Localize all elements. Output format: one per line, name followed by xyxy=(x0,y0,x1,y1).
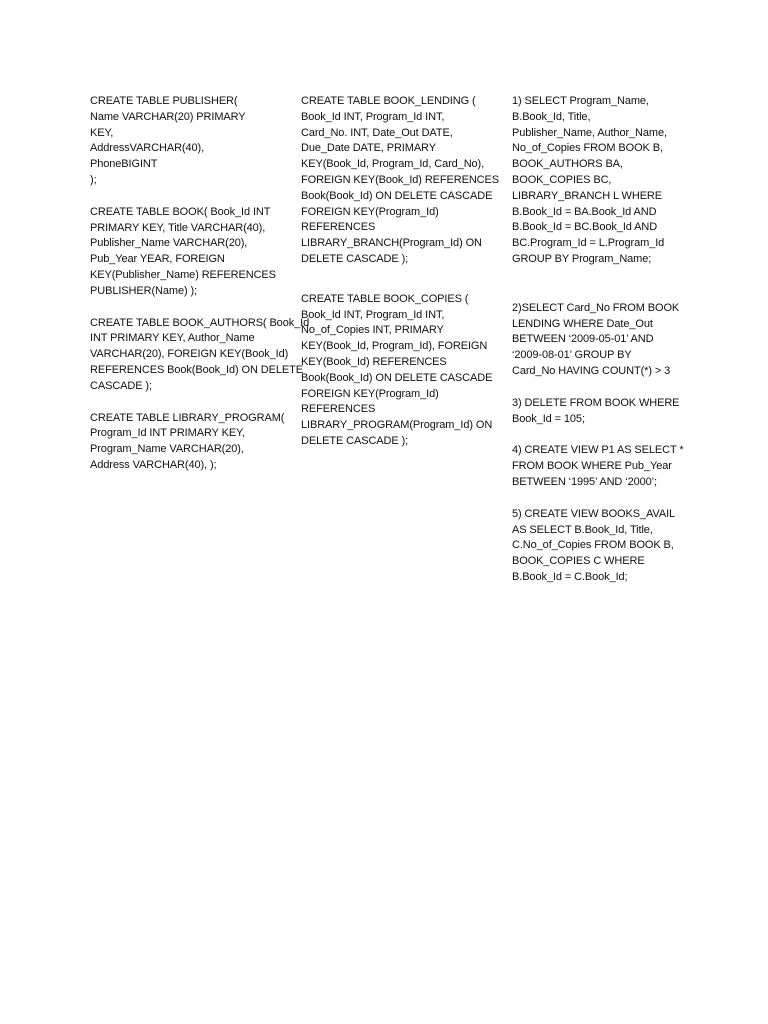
text-line: C.No_of_Copies FROM BOOK B, xyxy=(512,539,674,552)
text-line: REFERENCES xyxy=(301,221,376,234)
text-line: LENDING WHERE Date_Out xyxy=(512,317,653,330)
text-line: 3) DELETE FROM BOOK WHERE xyxy=(512,396,680,409)
text-line: VARCHAR(20), FOREIGN KEY(Book_Id) xyxy=(90,348,289,361)
text-line: CREATE TABLE BOOK_COPIES ( xyxy=(301,292,469,305)
text-line: Card_No HAVING COUNT(*) > 3 xyxy=(512,364,671,377)
text-line: Publisher_Name, Author_Name, xyxy=(512,126,667,139)
text-line: B.Book_Id, Title, xyxy=(512,110,591,123)
text-line: CREATE TABLE LIBRARY_PROGRAM( xyxy=(90,411,285,424)
text-line: GROUP BY Program_Name; xyxy=(512,252,652,265)
text-line: BOOK_COPIES C WHERE xyxy=(512,555,645,568)
text-line: KEY, xyxy=(90,126,114,139)
text-line: DELETE CASCADE ); xyxy=(301,434,409,447)
create-book-copies-statement xyxy=(301,292,509,450)
text-line: FOREIGN KEY(Program_Id) xyxy=(301,387,439,400)
text-line: FOREIGN KEY(Book_Id) REFERENCES xyxy=(301,173,500,186)
text-line: Book(Book_Id) ON DELETE CASCADE xyxy=(301,189,493,202)
text-line: 5) CREATE VIEW BOOKS_AVAIL xyxy=(512,507,676,520)
text-line: CREATE TABLE BOOK( Book_Id INT xyxy=(90,205,271,218)
text-line: ); xyxy=(90,173,97,186)
text-line: ‘2009-08-01’ GROUP BY xyxy=(512,349,632,362)
text-line: FOREIGN KEY(Program_Id) xyxy=(301,205,439,218)
query-4-create-view xyxy=(512,443,690,490)
query-1-select xyxy=(512,94,690,268)
text-line: Publisher_Name VARCHAR(20), xyxy=(90,237,248,250)
text-line: BETWEEN ‘2009-05-01’ AND xyxy=(512,333,654,346)
text-line: REFERENCES xyxy=(301,403,376,416)
text-line: AS SELECT B.Book_Id, Title, xyxy=(512,523,653,536)
text-line: Name VARCHAR(20) PRIMARY xyxy=(90,110,246,123)
text-line: KEY(Book_Id) REFERENCES xyxy=(301,355,447,368)
text-line: Program_Id INT PRIMARY KEY, xyxy=(90,427,245,440)
column-3 xyxy=(512,94,690,602)
text-line: PhoneBIGINT xyxy=(90,158,158,171)
text-line: LIBRARY_BRANCH(Program_Id) ON xyxy=(301,237,482,250)
create-book-statement xyxy=(90,205,302,300)
text-line: LIBRARY_BRANCH L WHERE xyxy=(512,189,663,202)
create-publisher-statement xyxy=(90,94,302,189)
text-line: 2)SELECT Card_No FROM BOOK xyxy=(512,301,680,314)
query-5-create-view xyxy=(512,507,690,586)
column-1 xyxy=(90,94,310,490)
text-line: BETWEEN ‘1995’ AND ‘2000’; xyxy=(512,475,657,488)
text-line: CASCADE ); xyxy=(90,379,152,392)
column-2 xyxy=(301,94,509,466)
text-line: FROM BOOK WHERE Pub_Year xyxy=(512,460,672,473)
text-line: Due_Date DATE, PRIMARY xyxy=(301,142,436,155)
text-line: INT PRIMARY KEY, Author_Name xyxy=(90,332,255,345)
text-line: KEY(Book_Id, Program_Id), FOREIGN xyxy=(301,340,488,353)
text-line: BC.Program_Id = L.Program_Id xyxy=(512,237,665,250)
text-line: Card_No. INT, Date_Out DATE, xyxy=(301,126,453,139)
text-line: 4) CREATE VIEW P1 AS SELECT * xyxy=(512,444,684,457)
text-line: AddressVARCHAR(40), xyxy=(90,142,205,155)
text-line: DELETE CASCADE ); xyxy=(301,252,409,265)
text-line: PRIMARY KEY, Title VARCHAR(40), xyxy=(90,221,266,234)
text-line: CREATE TABLE BOOK_AUTHORS( Book_Id xyxy=(90,316,310,329)
text-line: B.Book_Id = BA.Book_Id AND xyxy=(512,205,657,218)
query-3-delete xyxy=(512,396,690,428)
text-line: Pub_Year YEAR, FOREIGN xyxy=(90,253,225,266)
text-line: No_of_Copies INT, PRIMARY xyxy=(301,324,444,337)
text-line: B.Book_Id = C.Book_Id; xyxy=(512,570,628,583)
text-line: Book_Id INT, Program_Id INT, xyxy=(301,110,445,123)
text-line: Program_Name VARCHAR(20), xyxy=(90,443,244,456)
text-line: 1) SELECT Program_Name, xyxy=(512,95,649,107)
text-line: BOOK_COPIES BC, xyxy=(512,173,612,186)
text-line: PUBLISHER(Name) ); xyxy=(90,284,197,297)
text-line: Book_Id = 105; xyxy=(512,412,585,425)
text-line: CREATE TABLE BOOK_LENDING ( xyxy=(301,95,476,107)
text-line: B.Book_Id = BC.Book_Id AND xyxy=(512,221,658,234)
text-line: BOOK_AUTHORS BA, xyxy=(512,158,623,171)
text-line: KEY(Book_Id, Program_Id, Card_No), xyxy=(301,158,485,171)
create-book-authors-statement xyxy=(90,316,310,395)
create-book-lending-statement xyxy=(301,94,509,268)
query-2-select xyxy=(512,301,690,380)
text-line: LIBRARY_PROGRAM(Program_Id) ON xyxy=(301,419,493,432)
text-line: CREATE TABLE PUBLISHER( xyxy=(90,95,238,107)
text-line: Book_Id INT, Program_Id INT, xyxy=(301,308,445,321)
text-line: KEY(Publisher_Name) REFERENCES xyxy=(90,268,276,281)
text-line: Book(Book_Id) ON DELETE CASCADE xyxy=(301,371,493,384)
text-line: No_of_Copies FROM BOOK B, xyxy=(512,142,663,155)
text-line: REFERENCES Book(Book_Id) ON DELETE xyxy=(90,363,304,376)
create-library-program-statement xyxy=(90,411,302,474)
text-line: Address VARCHAR(40), ); xyxy=(90,458,217,471)
